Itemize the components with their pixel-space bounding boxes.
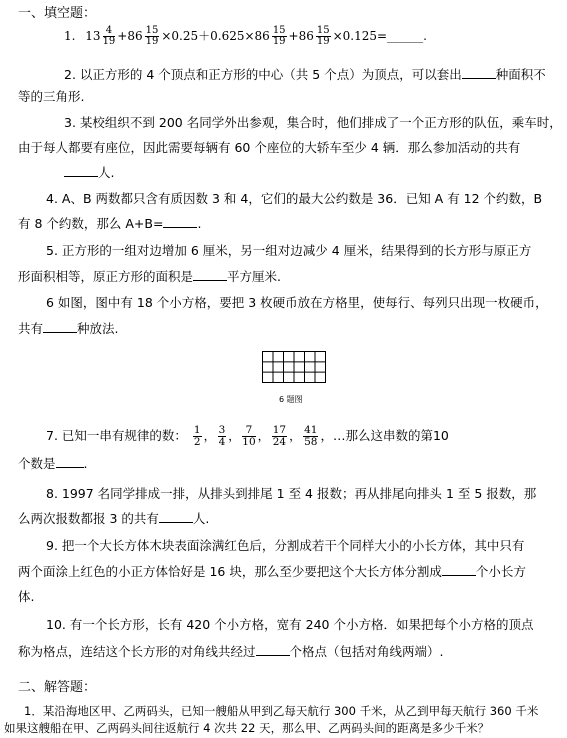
q8-answer-blank[interactable] — [159, 510, 193, 523]
section-title-fill-blank: 一、填空题： — [18, 6, 97, 21]
q1-term: ×0.125= — [332, 29, 388, 43]
q7-text-after: . — [83, 456, 88, 471]
q9-text: 两个面涂上红色的小正方体恰好是 16 块，那么至少要把这个大长方体分割成 — [18, 564, 442, 579]
q10-answer-blank[interactable] — [256, 643, 290, 656]
q9-answer-blank[interactable] — [442, 563, 476, 576]
q7-comma: ， — [228, 429, 241, 443]
q7-text: 7. 已知一串有规律的数： — [46, 428, 187, 443]
section-title-solve: 二、解答题： — [18, 680, 97, 695]
q7-fraction: $\frac{7}{10}$ — [242, 424, 256, 448]
q7-comma: ， — [257, 429, 270, 443]
q4-text-after: . — [197, 216, 202, 231]
question-5-line-1: 5. 正方形的一组对边增加 6 厘米，另一组对边减少 4 厘米，结果得到的长方形与原正方 — [46, 243, 532, 258]
solve-question-1-line-2: 如果这艘船在甲、乙两码头间往返航行 4 次共 22 天，那么甲、乙两码头间的距离是多少千米？ — [4, 721, 490, 735]
question-8-line-1: 8. 1997 名同学排成一排，从排头到排尾 1 至 4 报数；再从排尾向排头 1 至 5 报数，那 — [46, 486, 537, 501]
question-2-line-1 — [64, 66, 546, 83]
q1-term: +86 — [288, 29, 314, 43]
question-9-line-2 — [18, 563, 526, 580]
q7-fraction: $\frac{17}{24}$ — [272, 424, 287, 448]
q7-fraction: $\frac{1}{2}$ — [193, 424, 201, 448]
grid-lines — [263, 352, 326, 383]
question-4-line-2 — [18, 215, 201, 232]
q6-answer-blank[interactable] — [43, 320, 77, 333]
q4-text: 有 8 个约数，那么 A+B= — [18, 216, 164, 231]
question-7-line-1 — [46, 422, 449, 450]
q6-text-after: 种放法. — [77, 321, 119, 336]
question-5-line-2 — [18, 268, 281, 285]
question-7-line-2 — [18, 455, 88, 472]
question-3-line-2: 由于每人都要有座位，因此需要每辆有 60 个座位的大轿车至少 4 辆．那么参加活动的共有 — [18, 140, 521, 155]
q7-fraction-sequence — [191, 424, 321, 448]
question-3-line-1: 3. 某校组织不到 200 名同学外出参观，集合时，他们排成了一个正方形的队伍，乘车时， — [64, 115, 562, 130]
question-6-line-1: 6 如图，图中有 18 个小方格，要把 3 枚硬币放在方格里，使每行、每列只出现一枚硬币， — [46, 295, 548, 310]
question-10-line-1: 10. 有一个长方形，长有 420 个小方格，宽有 240 个小方格．如果把每个小方格的顶点 — [46, 617, 534, 632]
q8-text: 么两次报数都报 3 的共有 — [18, 511, 159, 526]
q1-fraction-a: $\frac{4}{19}$ — [102, 25, 116, 47]
q7-comma: ， — [203, 429, 216, 443]
q10-text: 称为格点，连结这个长方形的对角线共经过 — [18, 644, 256, 659]
question-9-line-1: 9. 把一个大长方体木块表面涂满红色后，分割成若干个同样大小的小长方体，其中只有 — [46, 538, 525, 553]
q9-text-after: 个小长方 — [475, 564, 526, 579]
question-8-line-2 — [18, 510, 209, 527]
question-6-line-2 — [18, 320, 119, 337]
q1-term: +86 — [117, 29, 143, 43]
question-9-line-3: 体. — [18, 589, 35, 604]
question-10-line-2 — [18, 643, 444, 660]
solve-question-1-line-1: 1．某沿海地区甲、乙两码头，已知一艘船从甲到乙每天航行 300 千米，从乙到甲每天航行 360 千米 — [24, 704, 539, 718]
q10-text-after: 个格点（包括对角线两端）. — [289, 644, 444, 659]
question-4-line-1: 4. A、B 两数都只含有质因数 3 和 4，它们的最大公约数是 36．已知 A 有 12 个约数，B — [46, 191, 543, 206]
grid-figure — [262, 351, 326, 383]
q1-answer-blank[interactable]: ______. — [387, 29, 427, 43]
q7-fraction: $\frac{3}{4}$ — [218, 424, 226, 448]
q7-text-tail: ，…那么这串数的第10 — [320, 428, 449, 443]
q8-text-after: 人. — [192, 511, 210, 526]
q4-answer-blank[interactable] — [163, 215, 197, 228]
q7-answer-blank[interactable] — [56, 455, 84, 468]
q1-fraction-d: $\frac{15}{19}$ — [316, 25, 330, 47]
q1-fraction-b: $\frac{15}{19}$ — [145, 25, 159, 47]
q1-term: ×0.25＋0.625×86 — [161, 29, 270, 43]
q2-text: 2. 以正方形的 4 个顶点和正方形的中心（共 5 个点）为顶点，可以套出 — [64, 67, 462, 82]
q7-fraction: $\frac{41}{58}$ — [304, 424, 318, 448]
question-2-line-2: 等的三角形. — [18, 89, 85, 104]
q3-text-after: 人. — [98, 165, 115, 180]
q1-whole: 13 — [85, 29, 101, 43]
q5-text-after: 平方厘米. — [227, 269, 281, 284]
q7-text: 个数是 — [18, 456, 56, 471]
q2-text-after: 种面积不 — [495, 67, 546, 82]
q5-text: 形面积相等，原正方形的面积是 — [18, 269, 194, 284]
q5-answer-blank[interactable] — [193, 268, 227, 281]
figure-caption: 6 题图 — [279, 395, 303, 404]
question-3-line-3 — [64, 164, 114, 181]
q3-answer-blank[interactable] — [64, 164, 98, 177]
q1-fraction-c: $\frac{15}{19}$ — [272, 25, 286, 47]
q6-text: 共有 — [18, 321, 44, 336]
question-1 — [64, 26, 427, 47]
q1-number: 1. — [64, 29, 76, 43]
q2-answer-blank[interactable] — [462, 66, 496, 79]
q7-comma: ， — [289, 429, 302, 443]
